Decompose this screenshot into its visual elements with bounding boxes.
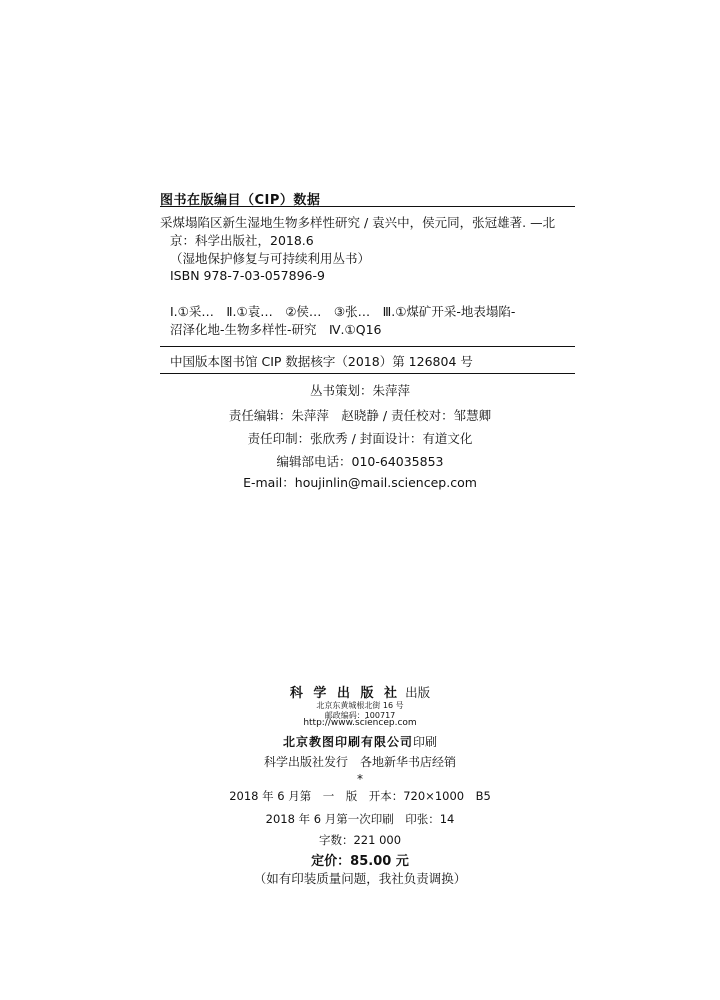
publisher-postcode: 邮政编码：100717	[324, 711, 396, 720]
editorial-phone: 编辑部电话：010-64035853	[276, 454, 444, 469]
cip-line-5: Ⅰ.①采… Ⅱ.①袁… ②侯… ③张… Ⅲ.①煤矿开采-地表塌陷-	[170, 304, 516, 319]
publisher-name: 科 学 出 版 社	[289, 686, 400, 701]
quality-notice: （如有印装质量问题，我社负责调换）	[253, 871, 467, 886]
publisher-suffix: 出版	[405, 685, 431, 700]
cip-heading: 图书在版编目（CIP）数据	[160, 193, 321, 208]
word-count: 字数：221 000	[318, 833, 402, 847]
cip-line-3: （湿地保护修复与可持续利用丛书）	[170, 251, 371, 266]
rule-top	[160, 206, 575, 207]
printer-name: 北京教图印刷有限公司	[282, 735, 413, 749]
separator-star: *	[357, 772, 363, 786]
printer-suffix: 印刷	[413, 735, 438, 749]
editors: 责任编辑：朱萍萍 赵晓静 / 责任校对：邹慧卿	[228, 408, 492, 423]
cip-line-2: 京：科学出版社，2018.6	[170, 233, 314, 248]
rule-middle	[160, 346, 575, 347]
editorial-email: E-mail：houjinlin@mail.sciencep.com	[243, 475, 477, 490]
cip-line-4: ISBN 978-7-03-057896-9	[170, 268, 325, 283]
series-planner: 丛书策划：朱萍萍	[309, 383, 410, 398]
distribution: 科学出版社发行 各地新华书店经销	[263, 755, 456, 769]
price: 定价：85.00 元	[311, 854, 409, 869]
cip-line-6: 沼泽化地-生物多样性-研究 Ⅳ.①Q16	[170, 322, 382, 337]
cip-line-1: 采煤塌陷区新生湿地生物多样性研究 / 袁兴中，侯元同，张冠雄著. —北	[160, 215, 556, 230]
publisher-address: 北京东黄城根北街 16 号	[316, 701, 404, 710]
rule-bottom	[160, 373, 575, 374]
publisher-url: http://www.sciencep.com	[303, 718, 417, 728]
cip-number: 中国版本图书馆 CIP 数据核字（2018）第 126804 号	[170, 354, 473, 369]
printer-line	[0, 731, 720, 750]
publisher-line	[0, 682, 720, 701]
edition-info: 2018 年 6 月第 一 版 开本：720×1000 B5	[229, 789, 491, 803]
production-credits: 责任印制：张欣秀 / 封面设计：有道文化	[247, 431, 473, 446]
printing-info: 2018 年 6 月第一次印刷 印张：14	[265, 812, 455, 826]
